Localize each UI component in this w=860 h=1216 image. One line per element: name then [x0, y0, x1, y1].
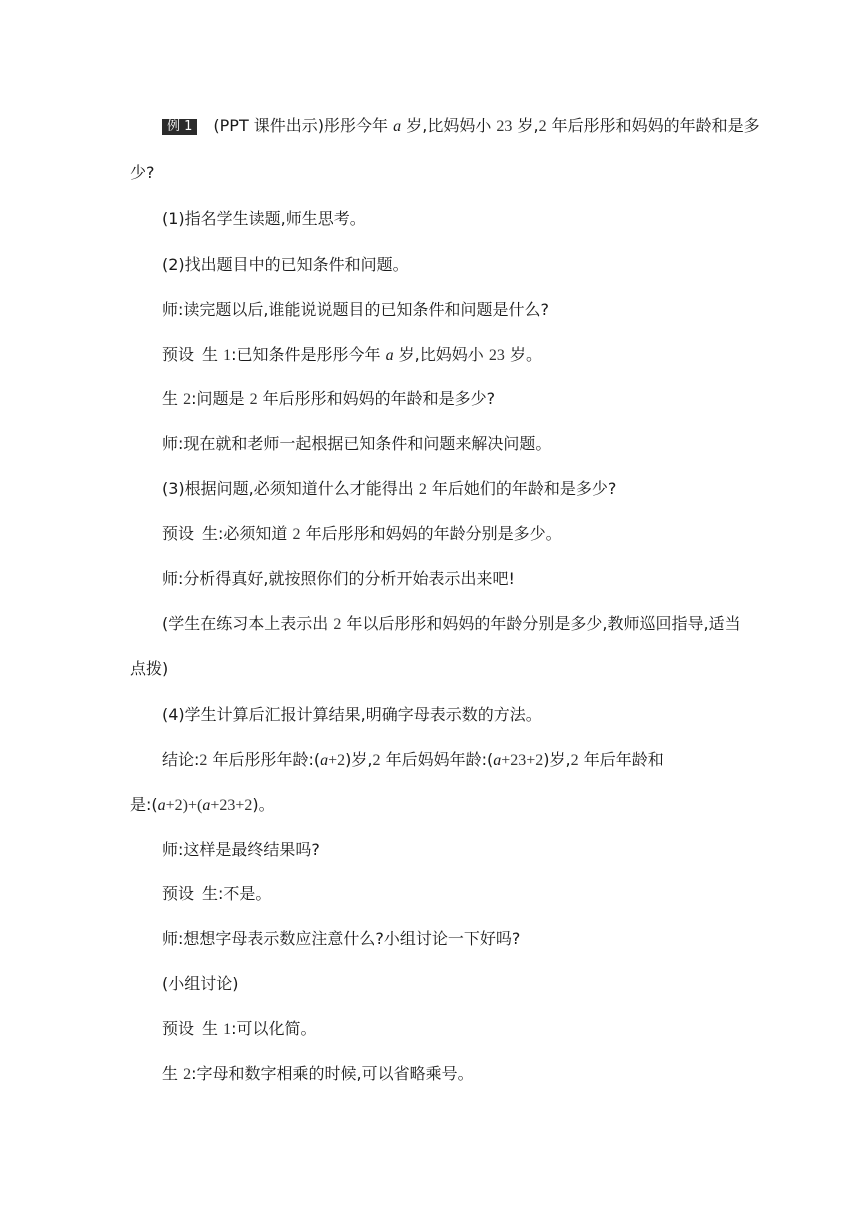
example-badge: 例 1: [162, 119, 197, 135]
text: (PPT 课件出示)彤彤今年: [213, 116, 394, 135]
text: 年后妈妈年龄:(: [380, 750, 494, 769]
number: 2: [292, 526, 301, 543]
variable: a: [157, 797, 166, 814]
text: 年后彤彤和妈妈的年龄和是多少?: [257, 389, 496, 408]
text: :问题是: [191, 389, 250, 408]
text: 年以后彤彤和妈妈的年龄分别是多少,教师巡回指导,适当: [341, 614, 741, 633]
text: 年后彤彤年龄:(: [207, 750, 321, 769]
text: 岁,比妈妈小: [401, 116, 497, 135]
text: :字母和数字相乘的时候,可以省略乘号。: [191, 1064, 474, 1083]
text: 结论:: [162, 750, 200, 769]
conclusion-line-1: [162, 750, 664, 771]
text: )岁,: [345, 750, 373, 769]
expression: +2: [328, 752, 346, 769]
number: 23: [488, 347, 505, 364]
text: (3)根据问题,必须知道什么才能得出: [162, 479, 419, 498]
text: :已知条件是彤彤今年: [231, 345, 386, 364]
text: 是:(: [130, 795, 158, 814]
text: 年后彤彤和妈妈的年龄和是多: [546, 116, 760, 135]
expression: +23+2: [501, 752, 544, 769]
number: 2: [183, 391, 192, 408]
number: 1: [223, 1021, 232, 1038]
variable: a: [320, 752, 329, 769]
preset-line-3: [162, 884, 271, 904]
preset-label: 预设: [162, 884, 195, 903]
text: 生:必须知道: [202, 524, 293, 543]
number: 2: [199, 752, 208, 769]
number: 2: [249, 391, 258, 408]
preset-line-2: [162, 524, 562, 545]
number: 1: [223, 347, 232, 364]
variable: a: [493, 752, 502, 769]
text: 岁,比妈妈小: [393, 345, 489, 364]
variable: a: [202, 797, 211, 814]
text: )岁,: [543, 750, 571, 769]
text: 岁,: [512, 116, 539, 135]
note-line-2: 点拨): [130, 659, 169, 678]
number: 2: [538, 118, 547, 135]
preset-line-4: [162, 1019, 317, 1040]
teacher-line-1: 师:读完题以后,谁能说说题目的已知条件和问题是什么?: [162, 300, 549, 319]
text: 年后她们的年龄和是多少?: [426, 479, 617, 498]
preset-label: 预设: [162, 345, 195, 364]
student-line-2: [162, 389, 495, 410]
text: 生:不是。: [202, 884, 272, 903]
text: 岁。: [504, 345, 542, 364]
example-line-2: 少?: [130, 163, 155, 182]
number: 23: [496, 118, 513, 135]
step-4: (4)学生计算后汇报计算结果,明确字母表示数的方法。: [162, 705, 542, 724]
preset-label: 预设: [162, 1019, 195, 1038]
number: 2: [570, 752, 579, 769]
text: 生: [162, 389, 184, 408]
number: 2: [418, 481, 427, 498]
expression: +23+2: [210, 797, 253, 814]
note-line-1: [162, 614, 741, 635]
text: 生: [202, 1019, 224, 1038]
step-3: [162, 479, 616, 500]
number: 2: [183, 1066, 192, 1083]
text: :可以化简。: [231, 1019, 317, 1038]
teacher-line-3: 师:分析得真好,就按照你们的分析开始表示出来吧!: [162, 569, 515, 588]
preset-line-1: [162, 345, 542, 366]
group-discussion: (小组讨论): [162, 974, 239, 993]
variable: a: [393, 118, 402, 135]
variable: a: [385, 347, 394, 364]
text: )。: [252, 795, 275, 814]
student-line-5: [162, 1064, 474, 1085]
step-1: (1)指名学生读题,师生思考。: [162, 209, 366, 228]
number: 2: [372, 752, 381, 769]
example-line-1: [162, 116, 760, 137]
teacher-line-4: 师:这样是最终结果吗?: [162, 840, 320, 859]
teacher-line-5: 师:想想字母表示数应注意什么?小组讨论一下好吗?: [162, 929, 521, 948]
step-2: (2)找出题目中的已知条件和问题。: [162, 255, 409, 274]
number: 2: [333, 616, 342, 633]
conclusion-line-2: [130, 795, 275, 816]
text: 年后彤彤和妈妈的年龄分别是多少。: [300, 524, 562, 543]
teacher-line-2: 师:现在就和老师一起根据已知条件和问题来解决问题。: [162, 434, 552, 453]
text: 生: [202, 345, 224, 364]
text: (学生在练习本上表示出: [162, 614, 334, 633]
expression: +2)+(: [165, 797, 203, 814]
text: 生: [162, 1064, 184, 1083]
preset-label: 预设: [162, 524, 195, 543]
text: 年后年龄和: [578, 750, 664, 769]
